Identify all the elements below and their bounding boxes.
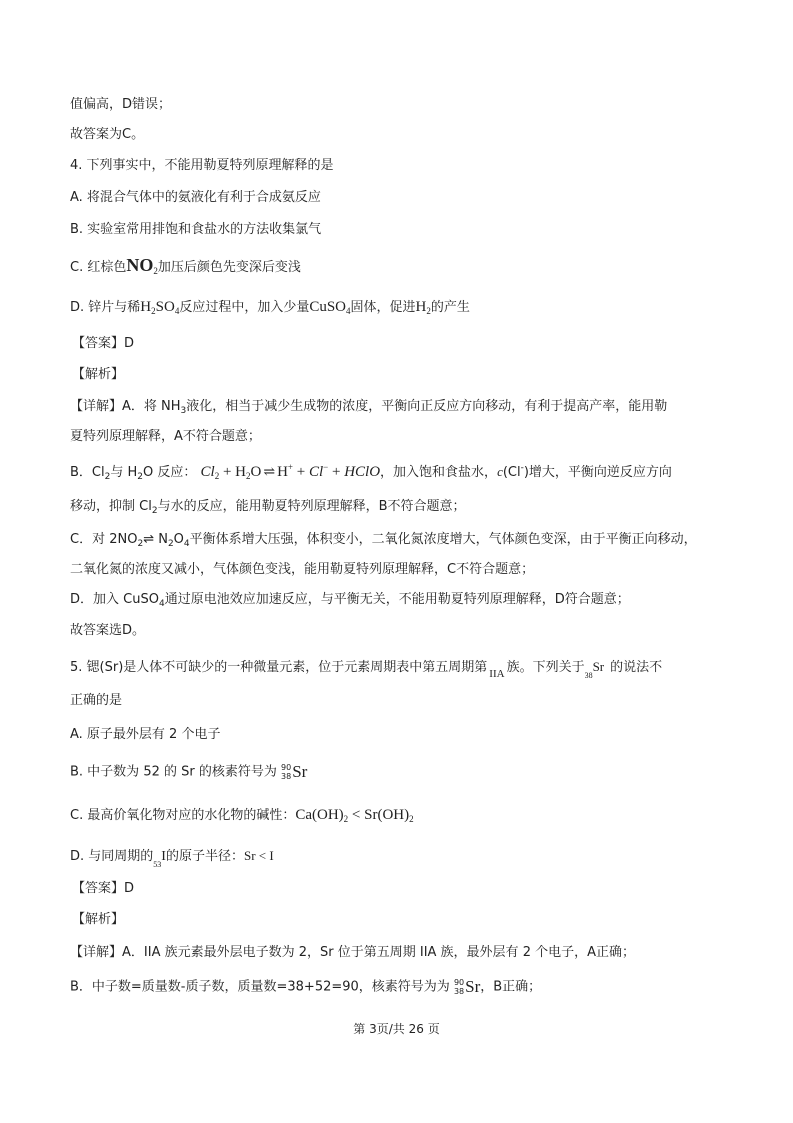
- q5-answer: 【答案】D: [72, 881, 135, 896]
- q4-detail-line-5: C．对 $2NO_2\rightleftharpoons$ $N_2O_4$平衡体系增大压强，体积变小，二氧化氮浓度增大，气体颜色变深，由于平衡正向移动，: [70, 532, 697, 549]
- text-line: 故答案为C。: [70, 127, 145, 142]
- q5-option-d: D. 与同周期的$_{53}$I的原子半径：Sr < I: [70, 848, 274, 869]
- q5-option-b: B. 中子数为 52 的 Sr 的核素符号为 90 38 Sr: [70, 762, 308, 781]
- q4-answer: 【答案】D: [72, 336, 135, 351]
- nuclide-symbol: 90 38 Sr: [281, 762, 308, 781]
- q4-option-a: A. 将混合气体中的氨液化有利于合成氨反应: [70, 190, 321, 205]
- q4-option-b: B. 实验室常用排饱和食盐水的方法收集氯气: [70, 222, 322, 237]
- q4-detail-line-7: D．加入 CuSO$_4$通过原电池效应加速反应，与平衡无关，不能用勒夏特列原理解释，D符合题意；: [70, 592, 630, 609]
- q4-option-c: C. 红棕色$NO_2$加压后颜色先变深后变浅: [70, 255, 301, 276]
- q4-analysis-label: 【解析】: [72, 367, 125, 382]
- q4-detail-line-3: B．$Cl_2$与 $H_2O$ 反应： $Cl_2 + H_2O$ ⇌ H+ + Cl− + HClO，加入饱和食盐水，c(Cl-)增大，平衡向逆反应方向: [70, 462, 672, 482]
- page-footer: 第 3页/共 26 页: [353, 1022, 440, 1036]
- q4-conclusion: 故答案选D。: [70, 623, 146, 638]
- q4-detail-line-2: 夏特列原理解释，A不符合题意；: [70, 429, 261, 444]
- question-5-stem-1: 5. 锶(Sr)是人体不可缺少的一种微量元素，位于元素周期表中第五周期第 $_{IIA}$ 族。下列关于$_{38}$Sr 的说法不: [70, 659, 663, 680]
- question-5-stem-2: 正确的是: [70, 693, 123, 708]
- text-line: 值偏高，D错误；: [70, 97, 172, 112]
- q5-detail-line-1: 【详解】A．IIA 族元素最外层电子数为 2，Sr 位于第五周期 IIA 族，最外层有 2 个电子，A正确；: [70, 945, 635, 960]
- q4-detail-line-6: 二氧化氮的浓度又减小，气体颜色变浅，能用勒夏特列原理解释，C不符合题意；: [70, 562, 535, 577]
- q5-detail-line-2: B．中子数=质量数-质子数，质量数=38+52=90，核素符号为为 90 38 Sr ，B正确；: [70, 977, 542, 996]
- equilibrium-arrow-icon: ⇌: [263, 465, 276, 480]
- q5-option-c: C. 最高价氧化物对应的水化物的碱性：$Ca(OH)_2 < Sr(OH)_2$: [70, 807, 414, 824]
- q5-option-a: A. 原子最外层有 2 个电子: [70, 727, 221, 742]
- q5-analysis-label: 【解析】: [72, 912, 125, 927]
- q4-detail-line-1: 【详解】A．将 $NH_3$液化，相当于减少生成物的浓度，平衡向正反应方向移动，有利于提高产率，能用勒: [70, 399, 668, 416]
- q4-detail-line-4: 移动，抑制 $Cl_2$与水的反应，能用勒夏特列原理解释，B不符合题意；: [70, 499, 466, 516]
- nuclide-symbol: 90 38 Sr: [453, 977, 481, 996]
- q4-option-d: D. 锌片与稀$H_2SO_4$反应过程中，加入少量CuSO$_4$固体，促进$H_2$的产生: [70, 299, 470, 316]
- question-4-stem: 4. 下列事实中，不能用勒夏特列原理解释的是: [70, 158, 334, 173]
